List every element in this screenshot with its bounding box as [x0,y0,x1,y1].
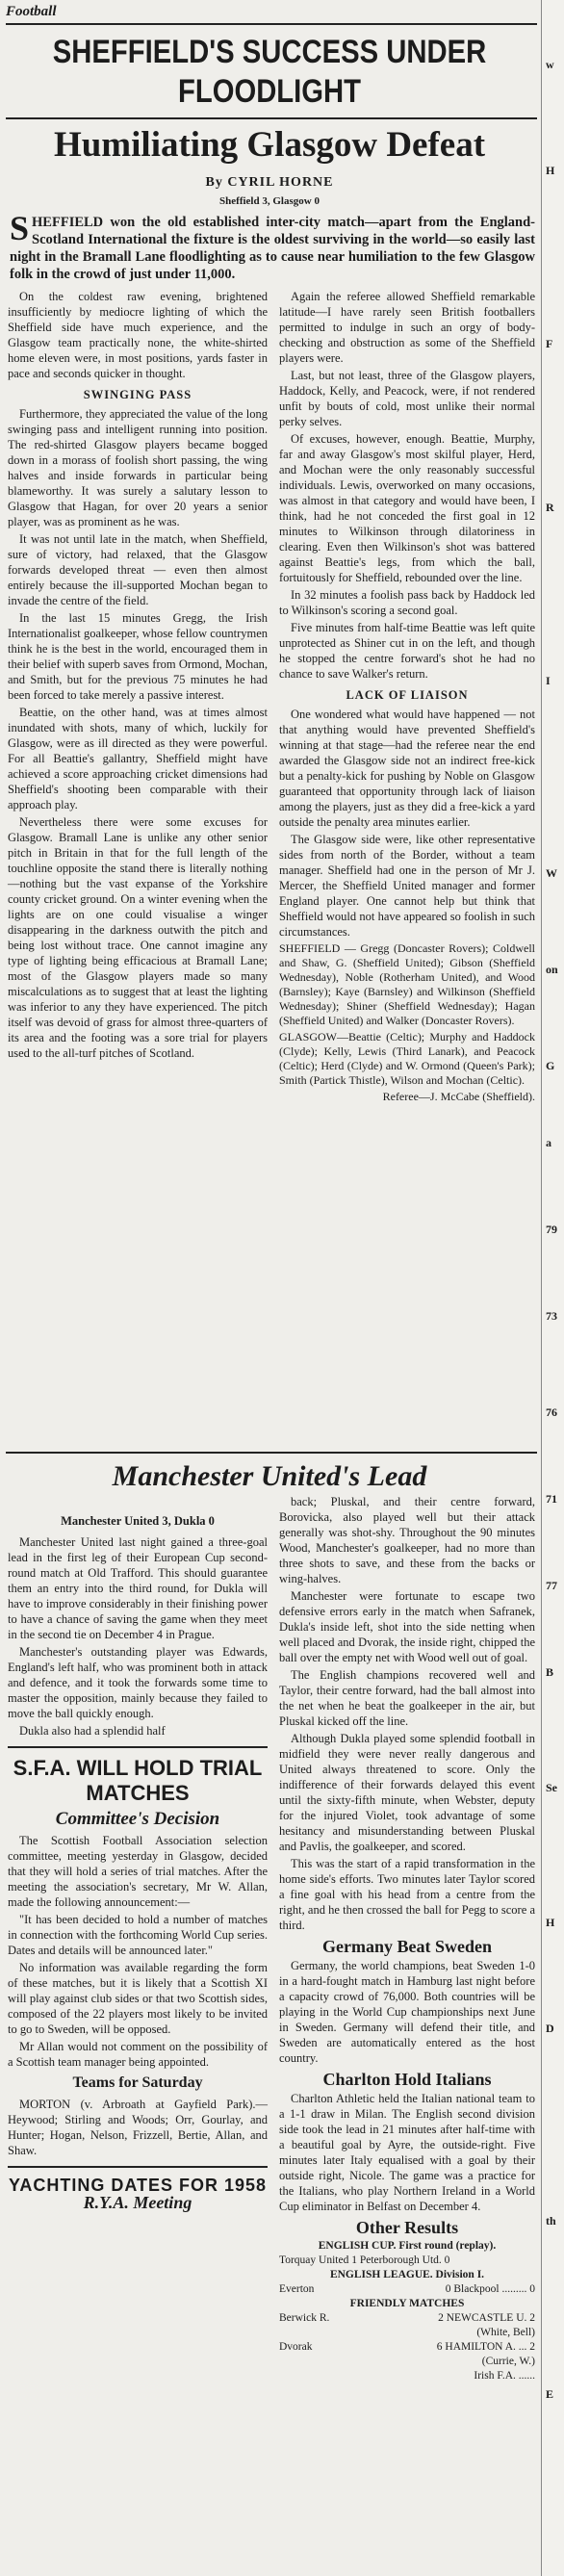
strip-fragment: 79 [546,1223,557,1236]
paragraph: Beattie, on the other hand, was at times almost inundated with shots, many of which, luckily for Glasgow, were as ill directed as they were powerful. For all Beattie's gallantry, Sheffield might have achieved a score approaching cricket dimensions had Sheffield's shooting been comparable with their approach play. [8,706,268,811]
germany-headline: Germany Beat Sweden [322,1937,492,1956]
results-table [279,2239,535,2383]
strip-fragment: H [546,1916,555,1929]
paragraph: back; Pluskal, and their centre forward, Borovicka, also played well but their attack generally was shot-shy. Throughout the 90 minutes Wood, Manchester's goalkeeper, had no more than three shots to save, and these from the backs or wing-halves. [279,1495,535,1585]
article-column-left [8,289,268,1063]
results-row [279,2355,535,2369]
paragraph: Although Dukla played some splendid football in midfield they were never really dangerous and United always threatened to score. Only the indifference of their forwards delayed this event until the sixty-fifth minute, when Webster, deputy for the injured Violet, took advantage of some hesitancy and misunderstanding between Pluskal and Pavlis, the goalkeeper, and scored. [279,1732,535,1853]
box-rule [8,2166,268,2168]
strip-fragment: a [546,1136,551,1149]
paragraph: Five minutes from half-time Beattie was left quite unprotected as Shiner cut in on the left, and though he stopped the centre forward's shot he had no chance to save Walker's return. [279,621,535,681]
other-results-headline: Other Results [355,2218,459,2237]
strip-fragment: E [546,2387,554,2401]
results-row [279,2311,535,2326]
paragraph: Furthermore, they appreciated the value of the long swinging pass and intelligent running into position. The red-shirted Glasgow players became bogged down in a morass of foolish short passing, the wing halves and inside forwards in particular being blameworthy. It was surely a salutary lesson to Glasgow that Hagan, for over 20 years a senior player, was as prominent as he was. [8,407,268,528]
paragraph: The Scottish Football Association selection committee, meeting yesterday in Glasgow, decided that they will hold a series of trial matches. After the meeting the association's secretary, Mr W. Allan, made the following announcement:— [8,1834,268,1909]
headline-rule [6,117,537,119]
paragraph: Nevertheless there were some excuses for Glasgow. Bramall Lane is unlike any other senior pitch in Britain in that for the full length of the touchline opposite the stand there is literally nothing—nothing but the vast expanse of the Yorkshire county cricket ground. On a winter evening when the lights are on one could visualise a winger disappearing in the darkness outwith the pitch and being lost without trace. One cannot imagine any type of lighting being efficacious at Bramall Lane; most of the Glasgow players made so many miscalculations as to suggest that at least the lighting was inferior to any they have experienced. The pitch itself was devoid of grass for almost three-quarters of its area and the footing was a sore trial for players used to the all-turf pitches of Scotland. [8,815,268,1060]
paragraph: Again the referee allowed Sheffield remarkable latitude—I have rarely seen British footballers permitted to indulge in such an orgy of body-checking and obstruction as some of the Sheffield players were. [279,290,535,365]
strip-fragment: w [546,58,554,71]
teams-saturday: MORTON (v. Arbroath at Gayfield Park).—Heywood; Stirling and Woods; Orr, Gourlay, and Hunter; Hogan, Nelson, Frizzell, Bertie, Allan, and Shaw. [8,2098,268,2157]
results-right: 2 NEWCASTLE U. 2 [438,2312,535,2324]
sfa-headline: S.F.A. WILL HOLD TRIAL MATCHES [13,1756,263,1805]
team-glasgow: GLASGOW—Beattie (Celtic); Murphy and Haddock (Clyde); Kelly, Lewis (Third Lanark), and Peacock (Celtic); Herd (Clyde) and W. Ormond (Queen's Park); Smith (Partick Thistle), Wilson and Mochan (Celtic). [279,1030,535,1087]
paragraph: The English champions recovered well and Taylor, their centre forward, had the ball almost into the net when he beat the goalkeeper in the air, but Pluskal kicked off the line. [279,1668,535,1728]
scoreline: Sheffield 3, Glasgow 0 [219,195,320,207]
results-header: ENGLISH LEAGUE. Division I. [329,2269,485,2280]
results-right: Irish F.A. ...... [474,2370,535,2382]
results-left: Berwick R. [279,2312,330,2324]
paragraph: Dukla also had a splendid half [19,1724,166,1738]
paragraph: Last, but not least, three of the Glasgow players, Haddock, Kelly, and Peacock, were, if not rendered unfit by bouts of cold, most unlike their normal perky selves. [279,369,535,428]
results-right: 6 HAMILTON A. ... 2 [436,2341,535,2353]
adjacent-page-strip [541,0,564,2576]
paragraph: On the coldest raw evening, brightened insufficiently by mediocre lighting of which the Sheffield side have much experience, and the Glasgow team practically none, the white-shirted home eleven were, in most positions, yards faster in pace and seconds quicker in thought. [8,290,268,380]
paragraph: Germany, the world champions, beat Sweden 1-0 in a hard-fought match in Hamburg last night before a capacity crowd of 76,000. Both countries will be playing in the World Cup championships next June in Sweden. Germany will defend their title, and Sweden are automatically entered as the host country. [279,1959,535,2065]
results-left: Torquay United 1 Peterborough Utd. 0 [279,2254,450,2266]
strip-fragment: B [546,1665,554,1679]
strip-fragment: R [546,501,554,514]
paragraph: The Glasgow side were, like other representative sides from north of the Border, without a team manager. Sheffield had one in the person of Mr J. Mercer, the Sheffield United manager and former England player. One cannot help but think that Sheffield would not have appeared so foolish in such circumstances. [279,833,535,939]
paragraph: Manchester's outstanding player was Edwards, England's left half, who was prominent both in attack and defence, and it took the forwards some time to master the opposition, mainly because they failed to move the ball quickly enough. [8,1645,268,1720]
results-left: Dvorak [279,2341,313,2353]
strip-fragment: I [546,674,551,687]
team-sheffield: SHEFFIELD — Gregg (Doncaster Rovers); Coldwell and Shaw, G. (Sheffield United); Gibson (Sheffield Wednesday), Noble (Rotherham United), and Wood (Barnsley); Kaye (Barnsley) and Wilkinson (Sheffield Wednesday); Shiner (Sheffield Wednesday); Hagan (Sheffield United) and Walker (Doncaster Rovers). [279,941,535,1027]
results-right: 0 Blackpool ......... 0 [445,2283,535,2295]
mu-column-left [8,1513,268,2212]
paragraph: Manchester were fortunate to escape two defensive errors early in the match when Safranek, Dukla's inside left, shot into the side netting when well placed and Dvorak, the inside right, chipped the ball over the empty net with Wood well out of goal. [279,1589,535,1664]
referee: Referee—J. McCabe (Sheffield). [382,1090,535,1103]
box-rule [8,1746,268,1748]
paragraph: Charlton Athletic held the Italian national team to a 1-1 draw in Milan. The English second division side took the lead in 21 minutes after half-time with a beautiful goal by Ayre, the outside-right. Five minutes later Italy equalised with a goal by their outside right, Nicole. The game was a practice for the Italians, who play Northern Ireland in a World Cup eliminator in Belfast on December 4. [279,2092,535,2213]
paragraph: No information was available regarding the form of these matches, but it is likely that a Scottish XI will play against club sides or that two Scottish sides, composed of the 22 players most likely to be invited to go to Sweden, will be opposed. [8,1961,268,2036]
results-row [279,2282,535,2297]
decision-headline: Committee's Decision [55,1809,220,1829]
mu-headline: Manchester United's Lead [112,1460,427,1492]
results-right: (Currie, W.) [481,2356,535,2367]
strip-fragment: D [546,2022,554,2035]
article-column-right [279,289,535,1106]
strip-fragment: on [546,963,558,976]
section-rule [6,1452,537,1454]
subhead-swinging-pass: SWINGING PASS [83,388,192,401]
subhead-lack-of-liaison: LACK OF LIAISON [346,688,469,702]
results-header: FRIENDLY MATCHES [349,2298,465,2309]
paragraph: It was not until late in the match, when Sheffield, sure of victory, had relaxed, that the Glasgow forwards developed threat — even then almost entirely because the ill-supported Mochan began to invade the centre of the field. [8,532,268,607]
byline: By CYRIL HORNE [205,175,334,190]
results-row [279,2340,535,2355]
paragraph: "It has been decided to hold a number of matches in connection with the forthcoming World Cup series. Dates and details will be announced later." [8,1913,268,1957]
teams-saturday-headline: Teams for Saturday [72,2074,203,2091]
strip-fragment: 77 [546,1579,557,1592]
results-left: Everton [279,2283,315,2295]
results-row [279,2254,535,2268]
mu-column-right [279,1494,535,2383]
subheadline: Humiliating Glasgow Defeat [53,125,486,165]
paragraph: This was the start of a rapid transformation in the home side's efforts. Two minutes later Taylor scored a fine goal with his head from a centre from the right, and he then crossed the ball for Pegg to score a third. [279,1857,535,1932]
charlton-headline: Charlton Hold Italians [322,2070,492,2089]
top-rule [6,23,537,25]
paragraph: Manchester United last night gained a three-goal lead in the first leg of their European Cup second-round match at Old Trafford. This should guarantee them an entry into the third round, for Dukla will have to improve considerably in their finishing power to have a chance of saving the game when they meet in the second tie on December 4 in Prague. [8,1535,268,1641]
results-header: ENGLISH CUP. First round (replay). [318,2240,497,2252]
strip-fragment: 71 [546,1492,557,1506]
strip-fragment: W [546,866,557,880]
rya-headline: R.Y.A. Meeting [83,2193,192,2212]
strip-fragment: H [546,164,555,177]
strip-fragment: 73 [546,1309,557,1323]
paragraph: Of excuses, however, enough. Beattie, Murphy, far and away Glasgow's most skilful player, Herd, and Mochan were the only reasonably successful individuals. Lewis, overworked on many occasions, was almost in that category and would have been, I think, had he not conceded the first goal in 12 minutes to Wilkinson through dilatoriness in clearing. Even then Wilkinson's shot was battered against Beattie's legs, from which the ball, fortuitously for Sheffield, rebounded over the line. [279,432,535,584]
results-row [279,2326,535,2340]
results-row [279,2369,535,2383]
mu-scoreline: Manchester United 3, Dukla 0 [61,1514,215,1528]
strip-fragment: G [546,1059,555,1072]
yachting-headline: YACHTING DATES FOR 1958 [8,2176,268,2195]
headline: SHEFFIELD'S SUCCESS UNDER FLOODLIGHT [52,34,487,110]
paragraph: Mr Allan would not comment on the possibility of a Scottish team manager being appointed. [8,2040,268,2069]
section-label: Football [6,4,57,19]
strip-fragment: Se [546,1781,557,1794]
paragraph: In the last 15 minutes Gregg, the Irish Internationalist goalkeeper, whose fellow countrymen think he is the best in the world, encouraged them in their belief with superb saves from Ormond, Mochan, and Smith, but for the previous 75 minutes he had been forced to take merely a passive interest. [8,611,268,702]
strip-fragment: th [546,2214,556,2228]
results-right: (White, Bell) [476,2327,535,2338]
strip-fragment: F [546,337,553,350]
paragraph: One wondered what would have happened — not that anything would have prevented Sheffield's winning at that stage—had the referee near the end awarded the Glasgow side not an indirect free-kick but a penalty-kick for pushing by Noble on Glasgow guaranteed that opportunity through lack of liaison among the players, just as they did a free-kick a yard outside the penalty area minutes earlier. [279,708,535,829]
strip-fragment: 76 [546,1405,557,1419]
lead-paragraph: SHEFFIELD won the old established inter-city match—apart from the England-Scotland International the fixture is the oldest surviving in the world—so easily last night in the Bramall Lane floodlighting as to cause near humiliation to the few Glasgow folk in the crowd of just under 11,000. [10,209,535,282]
paragraph: In 32 minutes a foolish pass back by Haddock led to Wilkinson's scoring a second goal. [279,588,535,617]
